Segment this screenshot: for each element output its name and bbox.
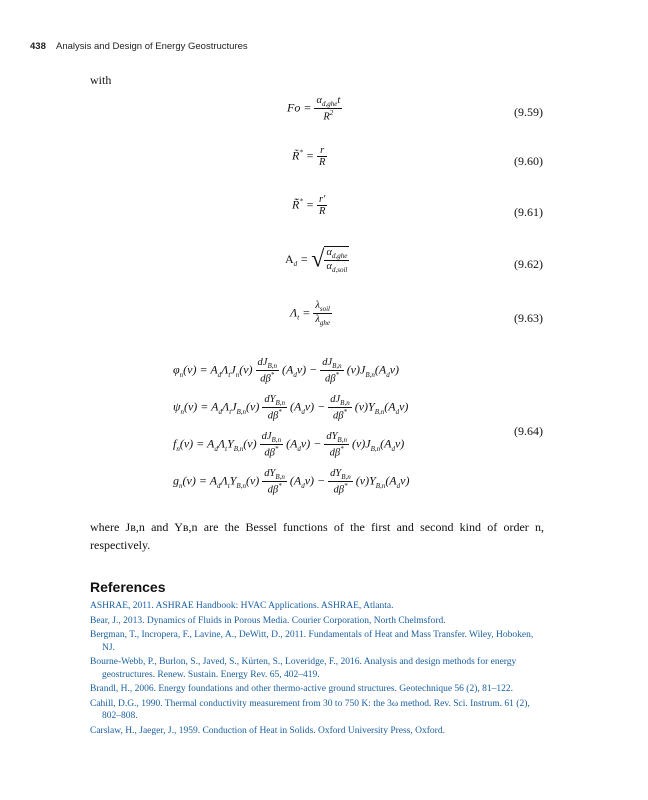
reference-list xyxy=(90,600,544,739)
equation-9-61: R̃̃* = $\frac{r'}{R}$ xyxy=(292,194,326,217)
running-header xyxy=(30,41,248,52)
fraction: $\frac{r}{R}$ xyxy=(318,145,326,168)
equation-number-9-62: (9.62) xyxy=(514,257,543,271)
reference-item[interactable]: Bergman, T., Incropera, F., Lavine, A., DeWitt, D., 2011. Fundamentals of Heat and Mass Transfer. Wiley, Hoboken, NJ. xyxy=(90,630,534,653)
equation-9-59: Fo = $\frac{\alpha_{d,ghe}t}{R^2}$ xyxy=(287,95,341,123)
equation-9-64-line-4: $g_n(\nu) = A_d\Lambda_tY_{B,n}(\nu)$ $\frac{dY_{B,n}}{d\beta^*}$ $(A_d\nu)$ − $\frac{dY_{B,n}}{d\beta^*}$ $(\nu)Y_{B,n}(A_d\nu)$ xyxy=(173,468,410,496)
equation-9-62: $A_d$ = √ $\frac{\alpha_{d,ghe}}{\alpha_{d,soil}}$ xyxy=(285,246,348,275)
equation-number-9-63: (9.63) xyxy=(514,311,543,325)
fraction: $\frac{\lambda_{soil}}{\lambda_{ghe}}$ xyxy=(315,300,330,328)
reference-item[interactable]: Carslaw, H., Jaeger, J., 1959. Conduction of Heat in Solids. Oxford University Press, Oxford. xyxy=(90,725,445,736)
fraction: $\frac{\alpha_{d,ghe}t}{R^2}$ xyxy=(316,95,341,123)
reference-item[interactable]: Cahill, D.G., 1990. Thermal conductivity measurement from 30 to 750 K: the 3ω method. Rev. Sci. Instrum. 61 (2), 802–808. xyxy=(90,698,530,721)
equation-9-60: R̃* = $\frac{r}{R}$ xyxy=(292,145,326,168)
reference-item[interactable]: Bourne-Webb, P., Burlon, S., Javed, S., Kürten, S., Loveridge, F., 2016. Analysis and design methods for energy geostructures. Renew. Sustain. Energy Rev. 65, 402–419. xyxy=(90,657,517,680)
page-number: 438 xyxy=(30,41,46,52)
fraction: $\frac{r'}{R}$ xyxy=(318,194,326,217)
reference-item[interactable]: Bear, J., 2013. Dynamics of Fluids in Porous Media. Courier Corporation, North Chelmsford. xyxy=(90,615,446,626)
equation-number-9-59: (9.59) xyxy=(514,105,543,119)
equation-9-64-line-2: $\psi_n(\nu) = A_d\Lambda_tJ_{B,n}(\nu)$ $\frac{dY_{B,n}}{d\beta^*}$ $(A_d\nu)$ − $\frac{dJ_{B,n}}{d\beta^*}$ $(\nu)Y_{B,n}(A_d\nu)$ xyxy=(173,394,409,422)
equation-9-63: $\Lambda_t$ = $\frac{\lambda_{soil}}{\lambda_{ghe}}$ xyxy=(290,300,330,328)
running-title: Analysis and Design of Energy Geostructures xyxy=(55,41,248,52)
equation-number-9-61: (9.61) xyxy=(514,205,543,219)
square-root: √ $\frac{\alpha_{d,ghe}}{\alpha_{d,soil}}$ xyxy=(311,246,348,275)
references-heading: References xyxy=(90,579,166,595)
intro-word: with xyxy=(90,73,112,87)
where-paragraph: where Jʙ,n and Yʙ,n are the Bessel functions of the first and second kind of order n, respectively. xyxy=(90,520,544,552)
reference-item[interactable]: ASHRAE, 2011. ASHRAE Handbook: HVAC Applications. ASHRAE, Atlanta. xyxy=(90,601,394,611)
equation-number-9-64: (9.64) xyxy=(514,424,543,438)
equation-number-9-60: (9.60) xyxy=(514,154,543,168)
equation-9-64-line-1: $\varphi_n(\nu) = A_d\Lambda_tJ_n(\nu)$ $\frac{dJ_{B,n}}{d\beta^*}$ $(A_d\nu)$ − $\frac{dJ_{B,n}}{d\beta^*}$ $(\nu)J_{B,n}(A_d\nu)$ xyxy=(173,357,400,385)
equation-9-64-line-3: $f_n(\nu) = A_d\Lambda_tY_{B,n}(\nu)$ $\frac{dJ_{B,n}}{d\beta^*}$ $(A_d\nu)$ − $\frac{dY_{B,n}}{d\beta^*}$ $(\nu)J_{B,n}(A_d\nu)$ xyxy=(173,431,405,459)
reference-item[interactable]: Brandl, H., 2006. Energy foundations and other thermo-active ground structures. Geotechnique 56 (2), 81–122. xyxy=(90,684,514,694)
